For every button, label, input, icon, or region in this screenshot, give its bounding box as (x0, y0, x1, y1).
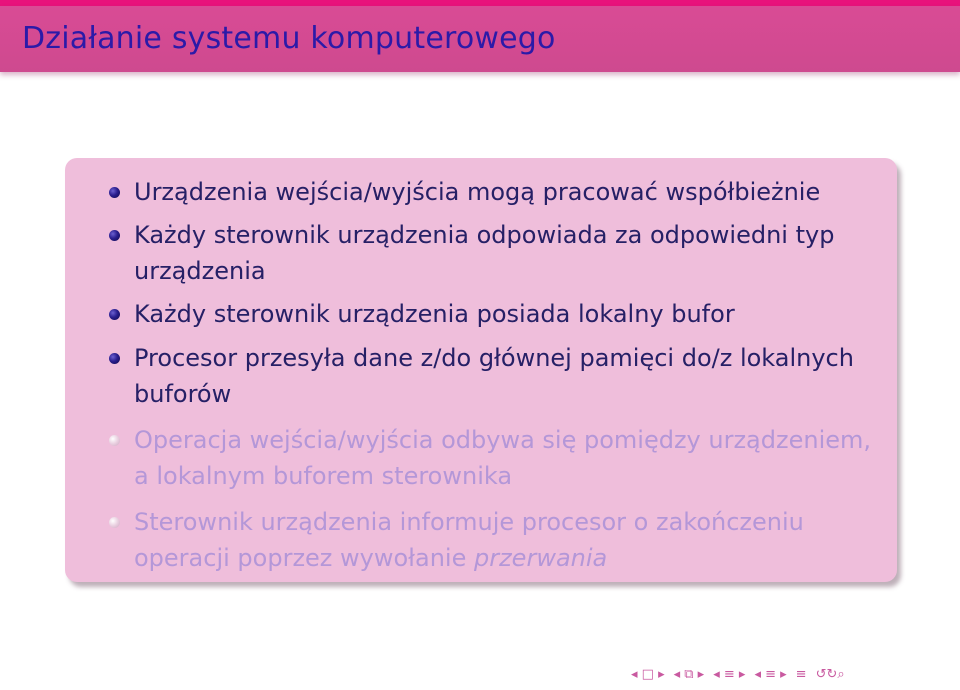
list-item-text: Operacja wejścia/wyjścia odbywa się pomiędzy urządzeniem, a lokalnym buforem sterownika (134, 426, 872, 490)
bullet-icon (109, 517, 120, 528)
content-block (65, 158, 897, 582)
bullet-icon (109, 435, 120, 446)
search-icon[interactable]: ↺↻⌕ (815, 666, 845, 682)
nav-left-icon[interactable]: ◂ □ ▸ (631, 666, 665, 682)
section-icon[interactable]: ◂ ≡ ▸ (754, 666, 787, 682)
slide-title: Działanie systemu komputerowego (22, 21, 556, 56)
list-item-text: Urządzenia wejścia/wyjścia mogą pracować współbieżnie (134, 178, 821, 206)
align-icon[interactable]: ≡ (795, 666, 807, 682)
beamer-navigation (628, 662, 958, 686)
list-item-text: Każdy sterownik urządzenia posiada lokalny bufor (134, 300, 735, 328)
bullet-icon (109, 353, 120, 364)
frame-icon[interactable]: ◂ ⧉ ▸ (673, 666, 705, 682)
bullet-icon (109, 230, 120, 241)
emphasized-term: przerwania (473, 544, 608, 572)
list-item-text (134, 504, 884, 576)
bullet-icon (109, 187, 120, 198)
list-item-text: Każdy sterownik urządzenia odpowiada za odpowiedni typ urządzenia (134, 221, 835, 285)
bullet-icon (109, 309, 120, 320)
list-item-text: Procesor przesyła dane z/do głównej pamięci do/z lokalnych buforów (134, 344, 854, 408)
title-bar (0, 6, 960, 72)
subsection-icon[interactable]: ◂ ≡ ▸ (713, 666, 746, 682)
list-item-text-main: Sterownik urządzenia informuje procesor o zakończeniu operacji poprzez wywołanie (134, 508, 804, 572)
